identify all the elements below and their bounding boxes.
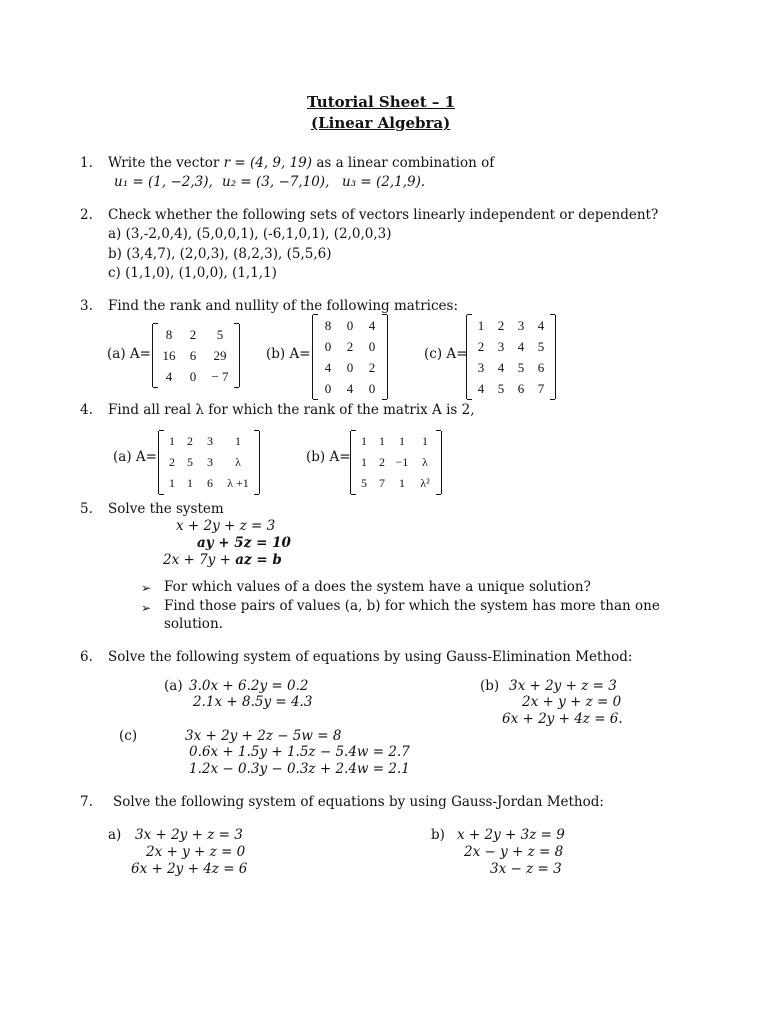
matrix-entry: 7 [537, 381, 545, 396]
question-6-text: Solve the following system of equations by using Gauss-Elimination Method: [108, 649, 633, 665]
matrix-entry: λ +1 [227, 476, 249, 490]
equation: 2x − y + z = 8 [464, 844, 564, 860]
question-7-text: Solve the following system of equations by using Gauss-Jordan Method: [113, 794, 604, 810]
matrix-entry: 7 [379, 476, 385, 490]
matrix-entry: 4 [324, 360, 332, 375]
matrix-b-label: (b) A= [306, 449, 351, 465]
matrix-entry: 4 [497, 360, 505, 375]
question-number: 7. [80, 794, 93, 810]
matrix-entry: 1 [379, 434, 385, 448]
matrix-entry: − 7 [211, 369, 229, 384]
question-number: 2. [80, 207, 93, 223]
matrix-entry: 6 [189, 348, 197, 363]
matrix-entry: 2 [497, 318, 505, 333]
question-text: Write the vector [108, 155, 224, 171]
matrix-4a [158, 431, 260, 494]
matrix-entry: 6 [537, 360, 545, 375]
question-1-line [108, 155, 494, 171]
matrix-3b [312, 315, 388, 399]
matrix-entry: 1 [477, 318, 485, 333]
equation-3-part: az = b [235, 552, 282, 568]
question-2-part-a: a) (3,-2,0,4), (5,0,0,1), (-6,1,0,1), (2,0,0,3) [108, 226, 392, 242]
matrix-entry: 3 [477, 360, 485, 375]
vector-u2: u₂ = (3, −7,10), [222, 174, 330, 190]
question-text: as a linear combination of [312, 155, 495, 171]
question-number: 4. [80, 402, 93, 418]
matrix-entry: 4 [165, 369, 173, 384]
matrix-4b [350, 431, 442, 494]
matrix-entry: 0 [346, 360, 354, 375]
arrow-bullet-icon: ➢ [141, 581, 152, 595]
matrix-entry: 3 [517, 318, 525, 333]
matrix-entry: 2 [368, 360, 376, 375]
matrix-entry: 0 [368, 339, 376, 354]
matrix-entry: 3 [207, 434, 213, 448]
matrix-entry: 8 [165, 327, 173, 342]
matrix-entry: λ² [420, 476, 430, 490]
matrix-a-label: (a) A= [113, 449, 157, 465]
equation: 3x − z = 3 [490, 861, 562, 877]
equation: 0.6x + 1.5y + 1.5z − 5.4w = 2.7 [189, 744, 410, 760]
matrix-entry: 6 [517, 381, 525, 396]
matrix-entry: 4 [537, 318, 545, 333]
bullet-2-text-cont: solution. [164, 616, 223, 632]
matrix-entry: 0 [324, 339, 332, 354]
part-label: a) [108, 827, 122, 843]
matrix-entry: 2 [379, 455, 385, 469]
vector-u1: u₁ = (1, −2,3), [114, 174, 213, 190]
matrix-entry: 0 [189, 369, 197, 384]
equation: 2.1x + 8.5y = 4.3 [193, 694, 313, 710]
equation-2: ay + 5z = 10 [197, 535, 291, 551]
equation: 2x + y + z = 0 [522, 694, 622, 710]
matrix-entry: λ [235, 455, 241, 469]
equation: 3.0x + 6.2y = 0.2 [189, 678, 309, 694]
matrix-entry: 3 [207, 455, 213, 469]
matrix-entry: 4 [477, 381, 485, 396]
equation: 3x + 2y + z = 3 [135, 827, 243, 843]
matrix-entry: 0 [346, 318, 354, 333]
question-2-part-c: c) (1,1,0), (1,0,0), (1,1,1) [108, 265, 277, 281]
matrix-c-label: (c) A= [424, 346, 468, 362]
matrix-a-label: (a) A= [107, 346, 151, 362]
matrix-entry: 5 [497, 381, 505, 396]
matrix-entry: 6 [207, 476, 213, 490]
equation: 2x + y + z = 0 [146, 844, 246, 860]
bullet-1-text: For which values of a does the system have a unique solution? [164, 579, 591, 595]
page-title: Tutorial Sheet – 1 [307, 93, 456, 111]
part-label: (b) [480, 678, 500, 694]
matrix-entry: 2 [187, 434, 193, 448]
matrix-entry: 5 [216, 327, 224, 342]
matrix-entry: 1 [361, 455, 367, 469]
question-4-text: Find all real λ for which the rank of the matrix A is 2, [108, 402, 475, 418]
question-number: 6. [80, 649, 93, 665]
matrix-entry: −1 [395, 455, 409, 469]
matrix-entry: 4 [517, 339, 525, 354]
bullet-2-text: Find those pairs of values (a, b) for which the system has more than one [164, 598, 660, 614]
question-number: 1. [80, 155, 93, 171]
part-label: b) [431, 827, 445, 843]
matrix-b-label: (b) A= [266, 346, 311, 362]
matrix-entry: 2 [346, 339, 354, 354]
equation-3-part: 2x + 7y + [163, 552, 236, 568]
matrix-entry: 29 [213, 348, 227, 363]
matrix-entry: 4 [346, 381, 354, 396]
question-2-part-b: b) (3,4,7), (2,0,3), (8,2,3), (5,5,6) [108, 246, 332, 262]
question-5-text: Solve the system [108, 501, 224, 517]
matrix-entry: 0 [324, 381, 332, 396]
matrix-entry: 16 [162, 348, 176, 363]
equation: 3x + 2y + 2z − 5w = 8 [185, 728, 342, 744]
question-number: 3. [80, 298, 93, 314]
matrix-entry: 1 [235, 434, 241, 448]
matrix-entry: 0 [368, 381, 376, 396]
matrix-entry: 1 [169, 476, 175, 490]
equation: 6x + 2y + 4z = 6 [131, 861, 248, 877]
matrix-entry: 8 [324, 318, 332, 333]
arrow-bullet-icon: ➢ [141, 601, 152, 615]
equation: 6x + 2y + 4z = 6. [502, 711, 623, 727]
question-3-text: Find the rank and nullity of the following matrices: [108, 298, 459, 314]
part-label: (a) [164, 678, 183, 694]
matrix-entry: 1 [169, 434, 175, 448]
matrix-entry: 5 [187, 455, 193, 469]
matrix-entry: 5 [361, 476, 367, 490]
equation: 1.2x − 0.3y − 0.3z + 2.4w = 2.1 [189, 761, 410, 777]
matrix-entry: 1 [422, 434, 428, 448]
matrix-entry: λ [422, 455, 428, 469]
matrix-entry: 2 [189, 327, 197, 342]
part-label: (c) [119, 728, 138, 744]
question-2-text: Check whether the following sets of vectors linearly independent or dependent? [108, 207, 659, 223]
matrix-entry: 2 [169, 455, 175, 469]
equation: 3x + 2y + z = 3 [509, 678, 617, 694]
matrix-entry: 1 [399, 476, 405, 490]
matrix-3c [466, 315, 556, 399]
matrix-entry: 4 [368, 318, 376, 333]
matrix-3a [152, 324, 240, 387]
equation-1: x + 2y + z = 3 [176, 518, 276, 534]
equation: x + 2y + 3z = 9 [457, 827, 565, 843]
matrix-entry: 5 [517, 360, 525, 375]
equation-3 [163, 552, 282, 568]
matrix-entry: 1 [187, 476, 193, 490]
matrix-entry: 2 [477, 339, 485, 354]
vector-u3: u₃ = (2,1,9). [342, 174, 426, 190]
question-number: 5. [80, 501, 93, 517]
vector-r: r = (4, 9, 19) [223, 155, 313, 171]
matrix-entry: 1 [361, 434, 367, 448]
matrix-entry: 1 [399, 434, 405, 448]
matrix-entry: 5 [537, 339, 545, 354]
matrix-entry: 3 [497, 339, 505, 354]
page-subtitle: (Linear Algebra) [311, 114, 451, 132]
